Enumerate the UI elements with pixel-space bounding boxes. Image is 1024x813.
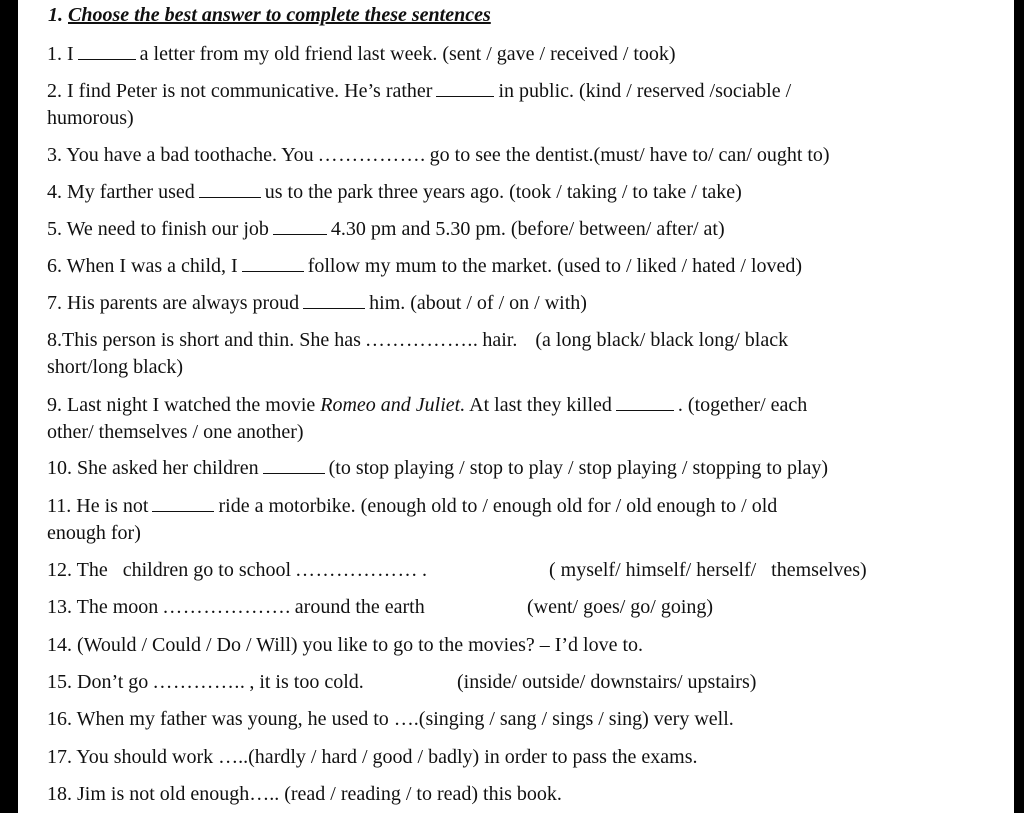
answer-blank	[436, 80, 494, 97]
question-text: go to see the dentist.(must/ have to/ can/ ought to)	[429, 144, 830, 166]
question-text: 4.30 pm and 5.30 pm. (before/ between/ after/ at)	[330, 218, 725, 240]
question-4	[47, 179, 967, 206]
question-number: 18.	[47, 783, 72, 805]
question-text: Last night I watched the movie	[67, 394, 316, 416]
question-text: Jim is not old enough….. (read / reading / to read) this book.	[77, 783, 562, 805]
question-8	[47, 327, 967, 381]
answer-dots: ……………..	[364, 329, 479, 351]
answer-options: (a long black/ black long/ black	[535, 329, 789, 351]
question-5	[47, 216, 967, 243]
movie-title: Romeo and Juliet.	[320, 394, 466, 416]
question-number: 8.	[47, 329, 62, 351]
answer-blank	[616, 394, 674, 411]
question-number: 11.	[47, 495, 72, 517]
question-number: 16.	[47, 708, 72, 730]
question-number: 17.	[47, 746, 72, 768]
question-14	[47, 632, 967, 659]
question-number: 13.	[47, 596, 72, 618]
question-text: Don’t go	[77, 671, 149, 693]
question-10	[47, 455, 967, 482]
answer-dots: ………………	[295, 559, 419, 581]
question-text: You have a bad toothache. You	[66, 144, 314, 166]
question-text: At last they killed	[469, 394, 612, 416]
exercise-heading	[48, 4, 491, 27]
question-text: .	[422, 559, 428, 581]
question-12	[47, 557, 967, 584]
question-number: 1.	[47, 43, 62, 65]
question-text-continued: other/ themselves / one another)	[47, 421, 304, 443]
question-number: 7.	[47, 292, 62, 314]
question-text: ride a motorbike. (enough old to / enough old for / old enough to / old	[218, 495, 778, 517]
answer-blank	[263, 457, 325, 474]
question-number: 4.	[47, 181, 62, 203]
question-number: 15.	[47, 671, 72, 693]
question-text: The children go to school	[76, 559, 292, 581]
answer-blank	[303, 292, 365, 309]
question-17	[47, 744, 967, 771]
question-text: I find Peter is not communicative. He’s rather	[67, 80, 433, 102]
question-number: 3.	[47, 144, 62, 166]
question-text: When I was a child, I	[66, 255, 238, 277]
question-7	[47, 290, 967, 317]
question-text: (Would / Could / Do / Will) you like to go to the movies? – I’d love to.	[77, 634, 644, 656]
question-text: We need to finish our job	[66, 218, 269, 240]
question-15	[47, 669, 967, 696]
answer-dots: ……………….	[162, 596, 291, 618]
question-text: The moon	[76, 596, 159, 618]
answer-blank	[199, 181, 261, 198]
question-number: 10.	[47, 457, 72, 479]
answer-options: (inside/ outside/ downstairs/ upstairs)	[457, 671, 757, 693]
exercise-number: 1.	[48, 4, 63, 26]
question-text: around the earth	[294, 596, 425, 618]
question-18	[47, 781, 967, 808]
question-text-continued: short/long black)	[47, 356, 184, 378]
question-number: 6.	[47, 255, 62, 277]
question-number: 5.	[47, 218, 62, 240]
question-11	[47, 493, 967, 547]
question-text: us to the park three years ago. (took / taking / to take / take)	[264, 181, 742, 203]
question-number: 14.	[47, 634, 72, 656]
question-13	[47, 594, 967, 621]
question-3	[47, 142, 967, 169]
answer-dots: …………….	[317, 144, 426, 166]
question-number: 9.	[47, 394, 62, 416]
answer-options: ( myself/ himself/ herself/ themselves)	[549, 559, 867, 581]
question-text: hair.	[482, 329, 518, 351]
question-text: He is not	[76, 495, 149, 517]
answer-blank	[78, 43, 136, 60]
question-text: I	[67, 43, 74, 65]
question-text-continued: enough for)	[47, 522, 141, 544]
question-number: 2.	[47, 80, 62, 102]
question-text: When my father was young, he used to ….(singing / sang / sings / sing) very well.	[76, 708, 734, 730]
question-text: . (together/ each	[677, 394, 808, 416]
question-text: in public. (kind / reserved /sociable /	[498, 80, 792, 102]
worksheet-page	[18, 0, 1014, 813]
answer-blank	[273, 218, 327, 235]
question-16	[47, 706, 967, 733]
question-6	[47, 253, 967, 280]
question-text: him. (about / of / on / with)	[369, 292, 587, 314]
question-text: My farther used	[67, 181, 195, 203]
answer-blank	[152, 495, 214, 512]
question-text: , it is too cold.	[249, 671, 364, 693]
answer-dots: …………..	[152, 671, 246, 693]
answer-blank	[242, 255, 304, 272]
question-text: (to stop playing / stop to play / stop playing / stopping to play)	[328, 457, 829, 479]
question-number: 12.	[47, 559, 72, 581]
question-text: This person is short and thin. She has	[62, 329, 361, 351]
exercise-title: Choose the best answer to complete these sentences	[68, 4, 491, 26]
question-text: a letter from my old friend last week. (sent / gave / received / took)	[139, 43, 676, 65]
question-text: follow my mum to the market. (used to / liked / hated / loved)	[307, 255, 803, 277]
question-text: She asked her children	[77, 457, 259, 479]
question-text: You should work …..(hardly / hard / good / badly) in order to pass the exams.	[76, 746, 698, 768]
question-9	[47, 392, 967, 446]
question-text: His parents are always proud	[67, 292, 300, 314]
answer-options: (went/ goes/ go/ going)	[527, 596, 714, 618]
question-text-continued: humorous)	[47, 107, 134, 129]
question-2	[47, 78, 967, 132]
question-1	[47, 41, 967, 68]
